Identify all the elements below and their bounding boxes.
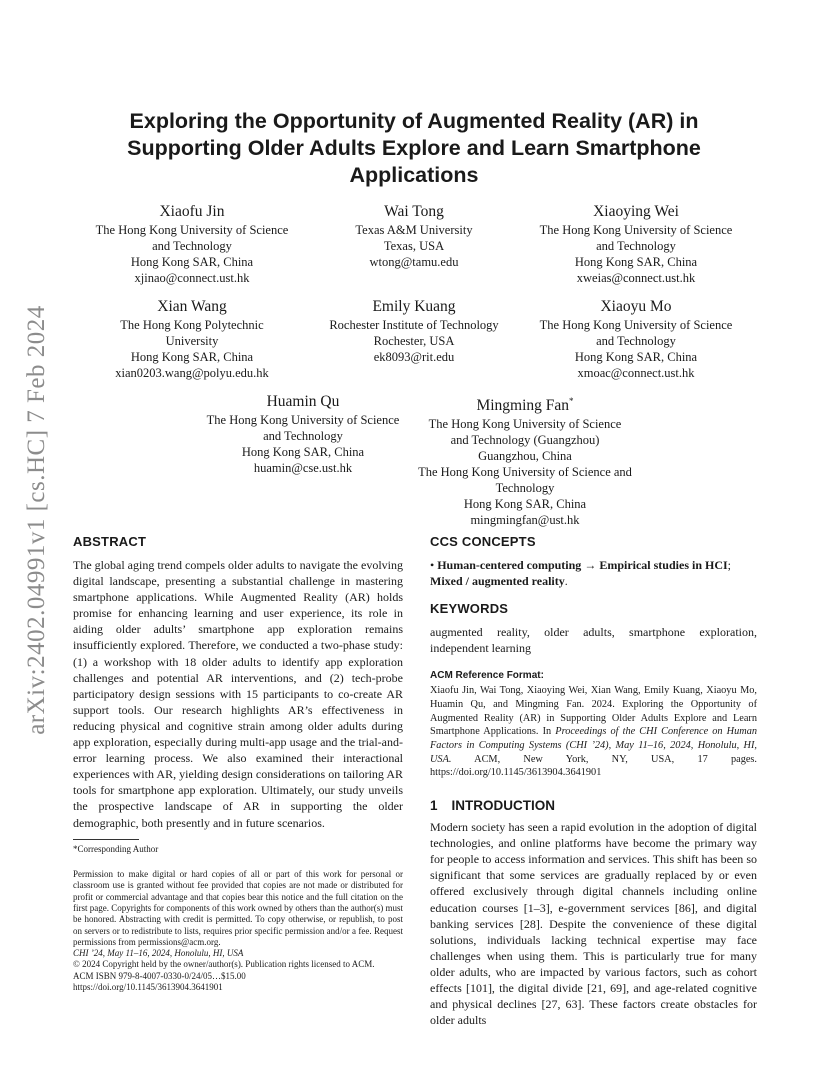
author-affiliation: Rochester Institute of Technology (329, 318, 499, 332)
arxiv-stamp (22, 290, 52, 750)
author-location: Hong Kong SAR, China (574, 255, 698, 269)
permission-block (73, 869, 403, 993)
author-block (530, 201, 742, 286)
author-email: xweias@connect.ust.hk (576, 271, 696, 285)
author-name: Xiaoying Wei (593, 203, 679, 220)
author-affiliation: The Hong Kong University of Science and Technology (539, 318, 733, 348)
author-name: Emily Kuang (372, 298, 456, 315)
author-name: Huamin Qu (266, 393, 340, 410)
author-block (86, 296, 298, 381)
author-location: Hong Kong SAR, China (130, 350, 254, 364)
author-name: Xiaoyu Mo (600, 298, 672, 315)
introduction-text: Modern society has seen a rapid evolution in the adoption of digital technologies, and online platforms have become the primary way for people to access information and services. This shift has been so significant that some services are gradually replaced by or even offered exclusively through digital channels including online education courses [1–3], e-government services [86], and digital banking services [28]. Despite the convenience of these digital solutions, individuals lacking technical expertise may face challenges when using them. This is particularly true for many older adults, who are impacted by various factors, such as cohort effects [101], the digital divide [21, 69], and age-related cognitive and physical declines [27, 63]. These factors create obstacles for older adults (430, 820, 757, 1028)
author-email: huamin@cse.ust.hk (253, 461, 353, 475)
doi-line[interactable]: https://doi.org/10.1145/3613904.3641901 (73, 982, 223, 993)
author-affiliation: The Hong Kong University of Science and Technology (206, 413, 400, 443)
proceedings-name: Proceedings of the CHI Conference on Human Factors in Computing Systems (CHI ’24), May 11–16, 2024, Honolulu, HI, USA. (430, 726, 757, 765)
author-email: wtong@tamu.edu (369, 255, 459, 269)
author-location: Guangzhou, China (478, 449, 572, 464)
author-email: xian0203.wang@polyu.edu.hk (115, 366, 269, 380)
author-location: Hong Kong SAR, China (574, 350, 698, 364)
author-block (320, 201, 508, 270)
ccs-concept: Empirical studies in HCI (599, 558, 728, 572)
paper-title: Exploring the Opportunity of Augmented Reality (AR) in Supporting Older Adults Explore and Learn Smartphone Applications (127, 109, 701, 187)
author-affiliation: The Hong Kong University of Science and Technology (95, 223, 289, 253)
author-block (314, 296, 514, 365)
right-column (430, 534, 757, 1028)
author-location-2: Hong Kong SAR, China (463, 497, 587, 512)
author-name: Xian Wang (157, 298, 227, 315)
author-name: Mingming Fan* (476, 396, 574, 415)
ccs-concepts: • Human-centered computing → Empirical studies in HCI; Mixed / augmented reality. (430, 558, 732, 588)
author-affiliation-2: The Hong Kong University of Science and Technology (418, 465, 632, 496)
author-affiliation: The Hong Kong Polytechnic University (120, 318, 264, 348)
author-location: Hong Kong SAR, China (130, 255, 254, 269)
ccs-heading: CCS CONCEPTS (430, 534, 536, 549)
author-affiliation: The Hong Kong University of Science and Technology (539, 223, 733, 253)
corresponding-mark: * (569, 396, 574, 406)
corresponding-author-footnote: *Corresponding Author (73, 843, 159, 854)
left-column (73, 534, 403, 993)
author-email: ek8093@rit.edu (373, 350, 455, 364)
keywords-text: augmented reality, older adults, smartphone exploration, independent learning (430, 625, 757, 656)
arxiv-stamp-text: arXiv:2402.04991v1 [cs.HC] 7 Feb 2024 (23, 305, 51, 735)
author-email: xjinao@connect.ust.hk (134, 271, 250, 285)
isbn-line: ACM ISBN 979-8-4007-0330-0/24/05…$15.00 (73, 970, 246, 981)
acm-reference-heading: ACM Reference Format: (430, 670, 544, 682)
footnote-rule (73, 839, 139, 840)
author-block (86, 201, 298, 286)
introduction-heading: 1 INTRODUCTION (430, 798, 556, 814)
author-email: xmoac@connect.ust.hk (577, 366, 695, 380)
author-location: Texas, USA (383, 239, 445, 253)
author-location: Hong Kong SAR, China (241, 445, 365, 459)
abstract-heading: ABSTRACT (73, 534, 147, 549)
permission-text: Permission to make digital or hard copies of all or part of this work for personal or classroom use is granted without fee provided that copies are not made or distributed for profit or commercial advantage and that copies bear this notice and the full citation on the first page. Copyrights for components of this work owned by others than the author(s) must be honored. Abstracting with credit is permitted. To copy otherwise, or republish, to post on servers or to redistribute to lists, requires prior specific permission and/or a fee. Request permissions from permissions@acm.org. (73, 869, 403, 947)
keywords-heading: KEYWORDS (430, 601, 509, 616)
author-affiliation: Texas A&M University (355, 223, 473, 237)
copyright-line: © 2024 Copyright held by the owner/author(s). Publication rights licensed to ACM. (73, 959, 375, 970)
ccs-concept: Human-centered computing (437, 558, 582, 572)
conference-line: CHI ’24, May 11–16, 2024, Honolulu, HI, USA (73, 948, 244, 959)
author-block (418, 391, 632, 528)
author-email: mingmingfan@ust.hk (470, 513, 580, 528)
author-name: Wai Tong (384, 203, 444, 220)
author-name: Xiaofu Jin (159, 203, 225, 220)
author-affiliation: The Hong Kong University of Science and Technology (Guangzhou) (428, 417, 622, 448)
ccs-concept: Mixed / augmented reality (430, 574, 565, 588)
author-block (197, 391, 409, 476)
acm-reference-text: Xiaofu Jin, Wai Tong, Xiaoying Wei, Xian Wang, Emily Kuang, Xiaoyu Mo, Huamin Qu, and Mingming Fan. 2024. Exploring the Opportunity of Augmented Reality (AR) in Supporting Older Adults Explore and Learn Smartphone Applications. In Proceedings of the CHI Conference on Human Factors in Computing Systems (CHI ’24), May 11–16, 2024, Honolulu, HI, USA. ACM, New York, NY, USA, 17 pages. https://doi.org/10.1145/3613904.3641901 (430, 685, 757, 779)
author-block (530, 296, 742, 381)
section-number: 1 (430, 798, 438, 814)
author-location: Rochester, USA (373, 334, 455, 348)
abstract-text: The global aging trend compels older adults to navigate the evolving digital landscape, presenting a substantial challenge in mastering smartphone applications. While Augmented Reality (AR) holds promise for enhancing learning and user experience, its role in aiding older adults’ smartphone app exploration remains insufficiently explored. Therefore, we conducted a two-phase study: (1) a workshop with 18 older adults to identify app exploration challenges and potential AR interventions, and (2) tech-probe participatory design sessions with 15 participants to co-create AR support tools. Our research highlights AR’s effectiveness in reducing physical and cognitive strain among older adults during app exploration, especially during multi-app usage and the trial-and-error learning process. We also examined their interactional experiences with AR, yielding design considerations on tailoring AR tools for smartphone app exploration. Ultimately, our study unveils the prospective landscape of AR in supporting the older demographic, both presently and in future scenarios. (73, 558, 403, 830)
